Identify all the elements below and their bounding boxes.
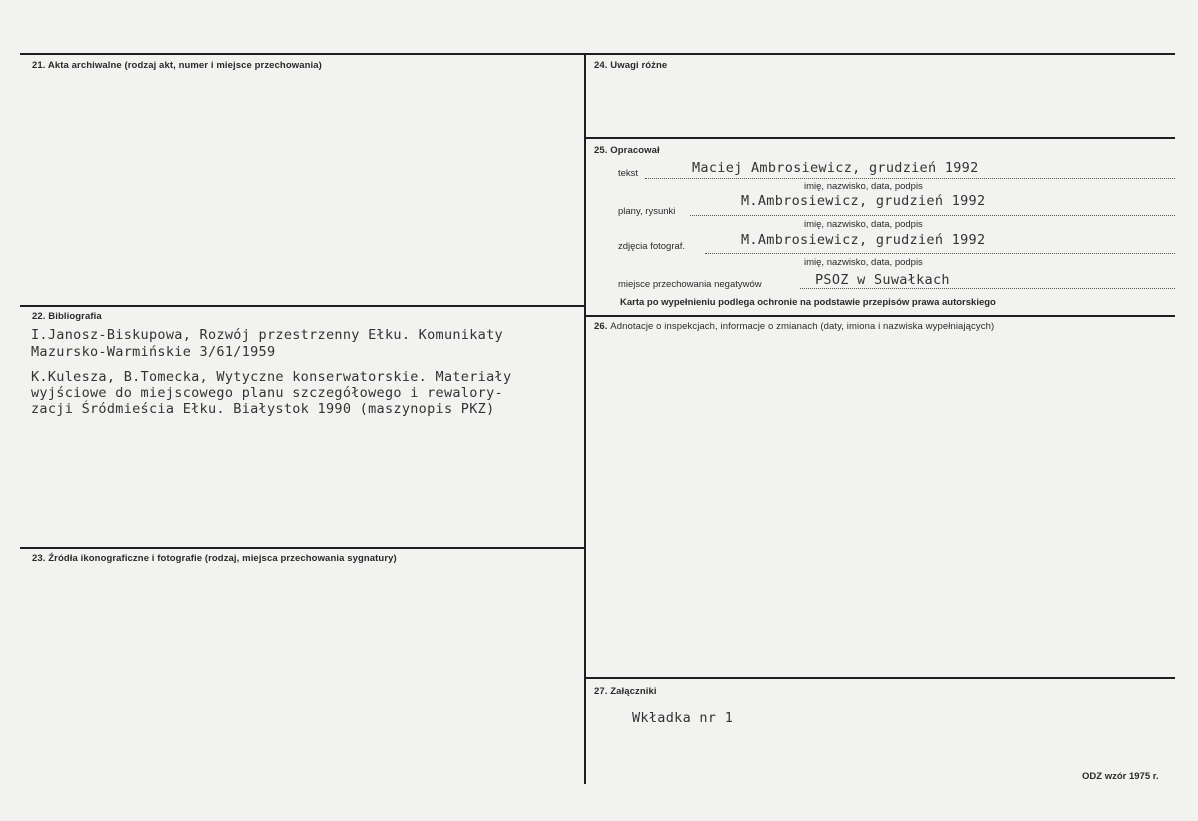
section-24-number: 24.	[594, 60, 608, 71]
section-21-label	[32, 60, 322, 71]
attachment-value: Wkładka nr 1	[632, 710, 734, 726]
zdjecia-label: zdjęcia fotograf.	[618, 241, 686, 252]
section-24-title: Uwagi różne	[610, 60, 668, 71]
form-id: ODZ wzór 1975 r.	[1082, 771, 1159, 782]
rule-24-25	[585, 137, 1175, 139]
top-rule	[20, 53, 1175, 55]
bibliography-line: zacji Śródmieścia Ełku. Białystok 1990 (maszynopis PKZ)	[31, 401, 495, 417]
section-26-title: Adnotacje o inspekcjach, informacje o zmianach (daty, imiona i nazwiska wypełniających)	[610, 321, 995, 332]
section-25-title: Opracował	[610, 145, 660, 156]
negatywy-dotted-line	[800, 288, 1175, 289]
tekst-caption: imię, nazwisko, data, podpis	[804, 181, 923, 192]
rule-22-23	[20, 547, 585, 549]
bibliography-line: Mazursko-Warmińskie 3/61/1959	[31, 344, 276, 360]
tekst-value: Maciej Ambrosiewicz, grudzień 1992	[692, 160, 979, 176]
plany-value: M.Ambrosiewicz, grudzień 1992	[741, 193, 986, 209]
tekst-label: tekst	[618, 168, 639, 179]
zdjecia-value: M.Ambrosiewicz, grudzień 1992	[741, 232, 986, 248]
section-23-number: 23.	[32, 553, 46, 564]
section-22-label	[32, 311, 102, 322]
plany-label: plany, rysunki	[618, 206, 676, 217]
section-25-label	[594, 145, 660, 156]
zdjecia-dotted-line	[705, 253, 1175, 254]
section-26-label	[594, 321, 994, 332]
rule-21-22	[20, 305, 585, 307]
negatywy-value: PSOZ w Suwałkach	[815, 272, 950, 288]
section-21-number: 21.	[32, 60, 46, 71]
zdjecia-caption: imię, nazwisko, data, podpis	[804, 257, 923, 268]
section-27-label	[594, 686, 657, 697]
bibliography-line: K.Kulesza, B.Tomecka, Wytyczne konserwatorskie. Materiały	[31, 369, 512, 385]
section-25-number: 25.	[594, 145, 608, 156]
section-22-number: 22.	[32, 311, 46, 322]
section-21-title: Akta archiwalne (rodzaj akt, numer i miejsce przechowania)	[47, 60, 322, 71]
negatywy-label: miejsce przechowania negatywów	[618, 279, 762, 290]
rule-26-27	[585, 677, 1175, 679]
section-24-label	[594, 60, 667, 71]
section-23-label	[32, 553, 397, 564]
plany-dotted-line	[690, 215, 1175, 216]
tekst-dotted-line	[645, 178, 1175, 179]
section-27-title: Załączniki	[610, 686, 657, 697]
section-27-number: 27.	[594, 686, 608, 697]
bibliography-line: I.Janosz-Biskupowa, Rozwój przestrzenny Ełku. Komunikaty	[31, 327, 503, 343]
section-23-title: Źródła ikonograficzne i fotografie (rodzaj, miejsca przechowania sygnatury)	[48, 553, 397, 564]
section-26-number: 26.	[594, 321, 608, 332]
center-divider	[584, 54, 586, 784]
bibliography-line: wyjściowe do miejscowego planu szczegółowego i rewalory-	[31, 385, 503, 401]
rule-25-26	[585, 315, 1175, 317]
section-22-title: Bibliografia	[48, 311, 102, 322]
plany-caption: imię, nazwisko, data, podpis	[804, 219, 923, 230]
copyright-note: Karta po wypełnieniu podlega ochronie na podstawie przepisów prawa autorskiego	[620, 297, 996, 308]
